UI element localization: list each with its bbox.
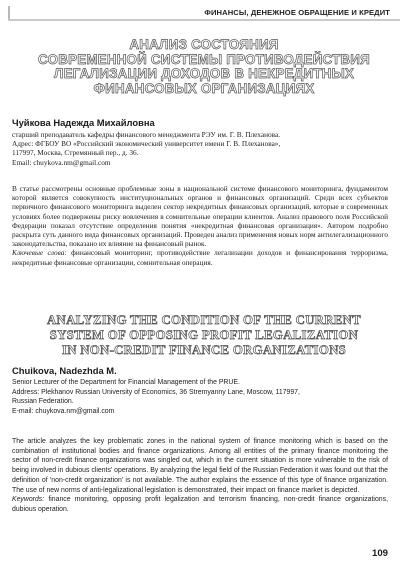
affiliation-line: Address: Plekhanov Russian University of Economics, 36 Stremyanny Lane, Moscow, 117997, — [12, 388, 300, 396]
keywords-text: finance monitoring, opposing profit legalization and terrorism financing, non-credit finance organizations, dubious operation. — [12, 496, 388, 513]
page-number: 109 — [371, 548, 388, 559]
keywords-text: финансовый мониторинг, противодействие легализации доходов и финансирования терроризма, некредитные финансовые организации, сомнительная операция. — [12, 248, 389, 267]
abstract-text: В статье рассмотрены основные проблемные зоны в национальной системе финансового мониторинга, фундаментом которой является совокупность институциональных органов и финансовых организаций. Среди всех субъектов первичного финансового мониторинга выделен сектор некредитных финансовых организаций, которые в современных условиях более подвержены риску вовлечения в сомнительные операции клиентов. Анализ правового поля Российской Федерации показал отсутствие определения понятия «некредитная финансовая организация». Автором подробно раскрыта суть данного вида финансовых организаций. Проведен анализ применения новых норм антилегализационного законодательства, показано их влияние на финансовый рынок. — [12, 184, 388, 249]
affiliation-en — [12, 378, 388, 416]
abstract-en — [12, 437, 388, 515]
title-line: ФИНАНСОВЫХ ОРГАНИЗАЦИЯХ — [93, 80, 315, 96]
title-line: СОВРЕМЕННОЙ СИСТЕМЫ ПРОТИВОДЕЙСТВИЯ — [38, 51, 370, 67]
affiliation-line: Адрес: ФГБОУ ВО «Российский экономический университет имени Г. В. Плеханова», — [12, 139, 281, 149]
title-line: ЛЕГАЛИЗАЦИИ ДОХОДОВ В НЕКРЕДИТНЫХ — [53, 66, 355, 81]
article-title-en — [8, 313, 400, 358]
abstract-ru — [12, 184, 388, 267]
article-title-ru — [8, 38, 400, 96]
title-line: ANALYZING THE CONDITION OF THE CURRENT — [47, 313, 361, 327]
abstract-text: The article analyzes the key problematic zones in the national system of finance monitoring which is based on the combination of institutional bodies and finance organizations. Among all entities of the primary finance monitoring the sector of non-credit finance organizations was singled out, which in the current situation is more vulnerable to the risk of being involved in dubious clients' operations. By analyzing the legal field of the Russian Federation it was found out that the definition of 'non-credit organization' is not available. The author explains the essence of this type of finance organization. The use of new norms of anti-legalizational legislation is demonstrated, their impact on finance market is depicted. — [12, 438, 388, 494]
keywords-label: Keywords: — [12, 496, 45, 504]
email-line: Email: chuykova.nm@gmail.com — [12, 157, 111, 167]
keywords-label: Ключевые слова: — [12, 248, 67, 258]
title-line: АНАЛИЗ СОСТОЯНИЯ — [129, 37, 279, 52]
keywords-en — [12, 495, 388, 514]
keywords-ru — [12, 248, 388, 266]
author-name-ru: Чуйкова Надежда Михайловна — [12, 117, 155, 128]
header-rule — [8, 19, 400, 21]
section-header — [8, 6, 400, 19]
affiliation-line: Senior Lecturer of the Department for Financial Management of the PRUE. — [12, 379, 240, 386]
affiliation-ru — [12, 130, 388, 167]
affiliation-line: старший преподаватель кафедры финансового менеджмента РЭУ им. Г. В. Плеханова. — [12, 130, 281, 139]
title-line: SYSTEM OF OPPOSING PROFIT LEGALIZATION — [49, 328, 359, 342]
author-name-en: Chuikova, Nadezhda M. — [12, 365, 117, 376]
section-title: ФИНАНСЫ, ДЕНЕЖНОЕ ОБРАЩЕНИЕ И КРЕДИТ — [204, 8, 390, 17]
title-line: IN NON-CREDIT FINANCE ORGANIZATIONS — [61, 343, 347, 357]
email-line: E-mail: chuykova.nm@gmail.com — [12, 407, 115, 415]
affiliation-line: Russian Federation. — [12, 398, 74, 405]
affiliation-line: 117997, Москва, Стремянный пер., д. 36. — [12, 148, 139, 158]
